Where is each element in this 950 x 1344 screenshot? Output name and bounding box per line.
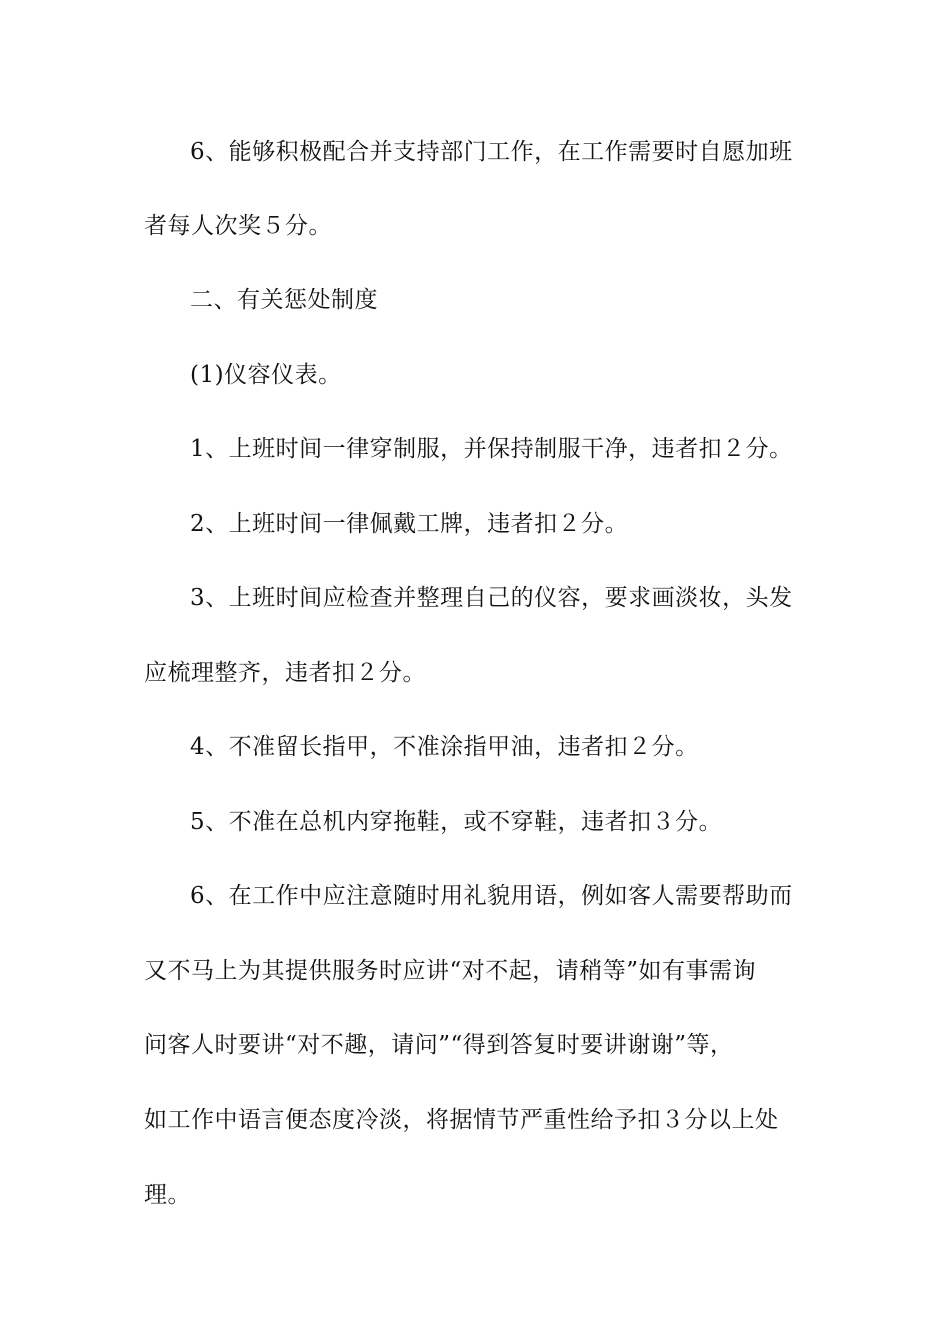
paragraph-line: 又不马上为其提供服务时应讲“对不起，请稍等”如有事需询	[144, 958, 757, 984]
paragraph-line: 1、上班时间一律穿制服，并保持制服干净，违者扣２分。	[190, 436, 793, 462]
paragraph-line: 6、在工作中应注意随时用礼貌用语，例如客人需要帮助而	[190, 883, 793, 909]
subsection-heading: (1)仪容仪表。	[190, 362, 342, 388]
paragraph-line: 如工作中语言便态度冷淡，将据情节严重性给予扣３分以上处	[144, 1107, 779, 1133]
paragraph-line: 问客人时要讲“对不趣，请问”“得到答复时要讲谢谢”等，	[144, 1032, 734, 1058]
paragraph-line: 6、能够积极配合并支持部门工作，在工作需要时自愿加班	[190, 139, 793, 165]
paragraph-line: 3、上班时间应检查并整理自己的仪容，要求画淡妆，头发	[190, 585, 793, 611]
paragraph-line: 者每人次奖５分。	[144, 213, 332, 239]
paragraph-line: 2、上班时间一律佩戴工牌，违者扣２分。	[190, 511, 629, 537]
section-heading: 二、有关惩处制度	[190, 287, 378, 313]
paragraph-line: 应梳理整齐，违者扣２分。	[144, 660, 426, 686]
paragraph-line: 理。	[144, 1182, 191, 1208]
paragraph-line: 4、不准留长指甲，不准涂指甲油，违者扣２分。	[190, 734, 699, 760]
paragraph-line: 5、不准在总机内穿拖鞋，或不穿鞋，违者扣３分。	[190, 809, 723, 835]
